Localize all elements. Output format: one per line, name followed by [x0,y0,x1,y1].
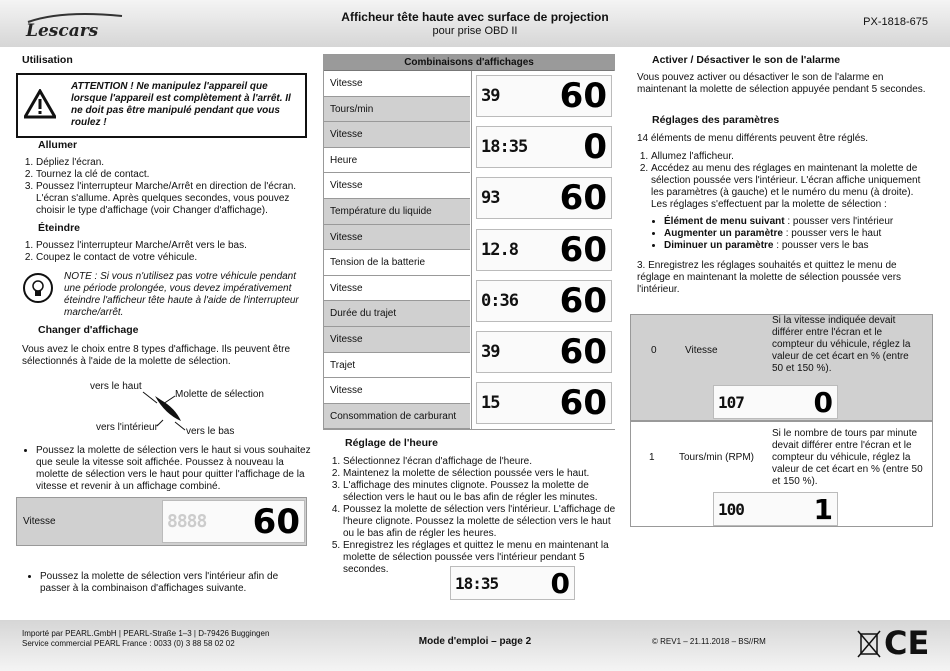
combo-row-group [324,225,614,276]
list-item: • Poussez la molette de sélection vers l'intérieur afin de passer à la combinaison d'affichages suivante. [40,571,308,595]
turn-on-heading: Allumer [38,139,78,151]
combo-label-speed: Vitesse [324,276,470,302]
hud-display [471,71,616,122]
list-item: • Élément de menu suivant : pousser vers l'intérieur [664,216,920,228]
list-item: • Augmenter un paramètre : pousser vers le haut [664,228,920,240]
list-item: 3. L'affichage des minutes clignote. Poussez la molette de sélection vers le haut ou le bas afin de régler les minutes. [343,480,621,504]
change-display-heading: Changer d'affichage [38,324,139,336]
hud-display-panel [476,177,612,219]
footer-service: Service commercial PEARL France : 0033 (0) 3 88 58 02 02 [22,639,235,648]
combo-row-group [324,378,614,429]
list-item: 4. Poussez la molette de sélection vers l'intérieur. L'affichage de l'heure clignote. Poussez la molette de sélection vers le haut ou le bas afin de régler les heures. [343,504,621,540]
param-description: Si le nombre de tours par minute devait différer entre l'écran et le compteur du véhicule, réglez la valeur de cet écart en % (entre 50 et 150 %). [772,428,923,487]
big-digits: 60 [252,501,300,542]
combo-label-second: Heure [324,148,470,174]
combo-row-group [324,327,614,378]
big-digits: 60 [559,229,607,270]
figure-label-up: vers le haut [90,381,142,392]
alarm-heading: Activer / Désactiver le son de l'alarme [652,54,841,66]
params-text: 14 éléments de menu différents peuvent être réglés. [637,133,869,144]
param-name: Vitesse [685,345,718,356]
small-digits: 15 [481,393,500,414]
selection-wheel-illustration [135,388,205,433]
lightbulb-icon [22,272,54,304]
turn-off-heading: Éteindre [38,222,81,234]
combo-label-speed: Vitesse [324,327,470,353]
footer-page: Mode d'emploi – page 2 [418,636,532,647]
combo-label-second: Tension de la batterie [324,250,470,276]
list-item: 2. Tournez la clé de contact. [36,169,312,181]
small-digits: 39 [481,341,500,362]
combo-label-second: Durée du trajet [324,301,470,327]
list-item: 1. Dépliez l'écran. [36,157,312,169]
speed-only-label: Vitesse [23,516,56,527]
combo-label-second: Trajet [324,353,470,379]
small-digits: 18:35 [481,137,528,158]
hud-display [471,276,616,327]
list-item: 1. Poussez l'interrupteur Marche/Arrêt vers le bas. [36,240,312,252]
hud-display [471,225,616,276]
combo-row-group [324,173,614,224]
hud-display-panel [476,75,612,117]
list-item: 2. Coupez le contact de votre véhicule. [36,252,312,264]
hud-display [471,327,616,378]
figure-label-wheel: Molette de sélection [175,389,264,400]
param-name: Tours/min (RPM) [679,452,755,463]
hud-display-panel [476,331,612,373]
svg-text:Lescars: Lescars [26,21,99,38]
combo-label-second: Température du liquide [324,199,470,225]
speed-only-row [16,497,307,546]
combo-row-group [324,122,614,173]
param-number: 0 [651,345,657,356]
combo-row-group [324,276,614,327]
bullet-list-up [22,445,312,493]
small-digits: 12.8 [481,239,518,260]
small-digits: 18:35 [455,573,499,593]
hud-display-panel [476,229,612,271]
page-subtitle: pour prise OBD II [432,25,518,37]
combo-label-speed: Vitesse [324,378,470,404]
big-digits: 60 [559,280,607,321]
turn-on-steps [22,157,312,217]
param-number: 1 [649,452,655,463]
hud-display-panel [476,126,612,168]
params-steps [637,151,929,211]
usage-heading: Utilisation [22,54,73,66]
hud-display-clock [450,566,575,600]
combo-label-second: Consommation de carburant [324,404,470,430]
params-heading: Réglages des paramètres [652,114,780,126]
small-digits: 39 [481,86,500,106]
page-title: Afficheur tête haute avec surface de projection [341,10,609,24]
hud-display-speed-only [162,500,305,543]
warning-text: ATTENTION ! Ne manipulez l'appareil que lorsque l'appareil est complètement à l'arrêt. Il ne doit pas être manipulé pendant que vous roulez ! [71,81,291,128]
table-header: Combinaisons d'affichages [324,55,614,71]
list-item: 3. Poussez l'interrupteur Marche/Arrêt en direction de l'écran. L'écran s'allume. Après quelques secondes, vous pouvez choisir le type d'affichage (voir Changer d'affichage). [36,181,312,217]
hud-display-panel [476,382,612,424]
small-digits: 0:36 [481,290,518,311]
clock-setting-heading: Réglage de l'heure [345,437,438,449]
combo-label-speed: Vitesse [324,225,470,251]
hud-display [471,122,616,173]
hud-display-param-0 [713,385,838,419]
list-item: • Diminuer un paramètre : pousser vers le bas [664,240,920,252]
warning-box [16,73,307,138]
hud-display [471,173,616,224]
footer-importer: Importé par PEARL.GmbH | PEARL-Straße 1–3 | D-79426 Buggingen [22,629,270,638]
turn-off-steps [22,240,312,264]
hud-display [471,378,616,429]
list-item: 1. Sélectionnez l'écran d'affichage de l'heure. [343,456,621,468]
weee-bin-icon [856,626,882,660]
note-text: NOTE : Si vous n'utilisez pas votre véhicule pendant une période prolongée, vous devez impérativement éteindre l'afficheur tête haute à l'aide de l'interrupteur marche/arrêt. [64,271,299,318]
small-digits: 93 [481,188,500,209]
product-code: PX-1818-675 [863,16,928,28]
hud-display-panel [476,280,612,322]
params-sub-list [650,216,920,252]
warning-icon [24,89,56,119]
big-digits: 0 [813,385,833,419]
params-step-3: 3. Enregistrez les réglages souhaités et quittez le menu de réglage en maintenant la molette de sélection poussée vers l'intérieur. [637,260,902,295]
combo-label-speed: Vitesse [324,71,470,97]
param-row-0 [630,314,933,421]
list-item: 5. Enregistrez les réglages et quittez le menu en maintenant la molette de sélection poussée vers l'intérieur pendant 5 secondes. [343,540,621,576]
list-item: 1. Allumez l'afficheur. [651,151,929,163]
big-digits: 60 [559,331,607,372]
combo-label-speed: Vitesse [324,173,470,199]
combo-label-speed: Vitesse [324,122,470,148]
figure-label-down: vers le bas [186,426,235,437]
list-item: 2. Maintenez la molette de sélection poussée vers le haut. [343,468,621,480]
hud-display-param-1 [713,492,838,526]
ce-mark: CE [884,624,930,662]
big-digits: 0 [550,566,570,600]
small-digits: 107 [718,392,744,412]
big-digits: 60 [559,76,607,116]
brand-logo [22,8,132,38]
combo-row-group [324,71,614,122]
big-digits: 1 [813,492,833,526]
list-item: • Poussez la molette de sélection vers le haut si vous souhaitez que seule la vitesse soit affichée. Poussez à nouveau la molette de sélection vers le haut pour quitter l'affichage de la vitesse et revenir à un affichage combiné. [36,445,312,493]
big-digits: 60 [559,178,607,219]
clock-steps [329,456,621,576]
list-item: 2. Accédez au menu des réglages en maintenant la molette de sélection poussée vers l'intérieur. L'écran affiche uniquement les paramètres (à gauche) et le numéro du menu (à droite). Les réglages s'effectuent par la molette de sélection : [651,163,929,211]
big-digits: 0 [583,127,607,168]
small-digits: 8888 [167,511,207,532]
change-display-text: Vous avez le choix entre 8 types d'affichage. Ils peuvent être sélectionnés à l'aide de la molette de sélection. [22,344,291,367]
figure-label-in: vers l'intérieur [96,422,158,433]
footer-revision: © REV1 – 21.11.2018 – BS//RM [652,637,766,646]
small-digits: 100 [718,499,744,519]
display-combinations-table [323,54,615,430]
combo-label-second: Tours/min [324,97,470,123]
big-digits: 60 [559,383,607,424]
param-description: Si la vitesse indiquée devait différer entre l'écran et le compteur du véhicule, réglez la valeur de cet écart en % (entre 50 et 150 %). [772,315,911,374]
param-row-1 [630,421,933,527]
alarm-text: Vous pouvez activer ou désactiver le son de l'alarme en maintenant la molette de sélection appuyée pendant 5 secondes. [637,72,926,95]
bullet-list-in [26,571,308,595]
